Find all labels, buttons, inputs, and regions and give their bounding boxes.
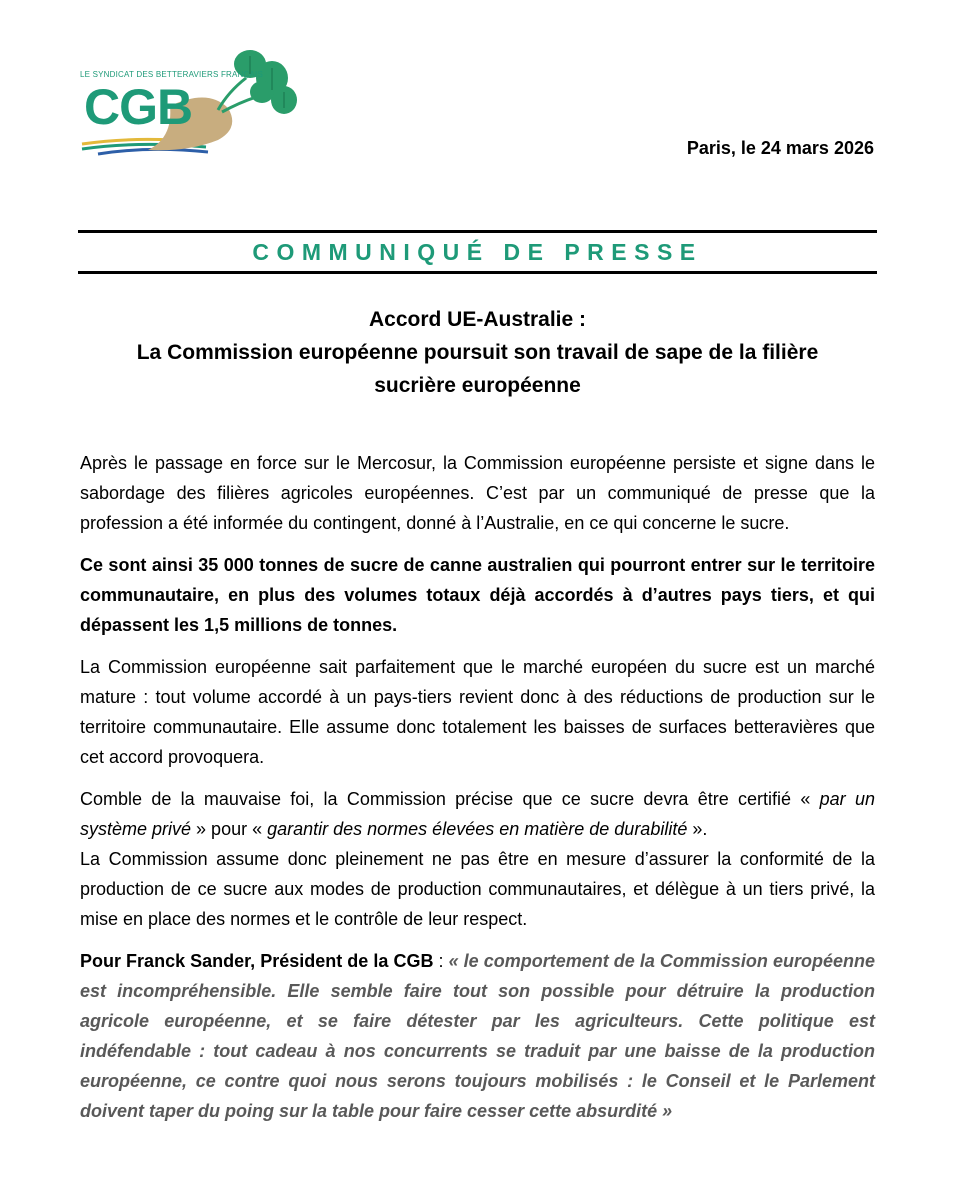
headline bbox=[78, 303, 877, 402]
paragraph-volumes-text: Ce sont ainsi 35 000 tonnes de sucre de canne australien qui pourront entrer sur le territoire communautaire, en plus des volumes totaux déjà accordés à d’autres pays tiers, et qui dépassent les 1,5 millions de tonnes. bbox=[80, 555, 875, 635]
certification-quote-2: garantir des normes élevées en matière de durabilité bbox=[267, 819, 688, 839]
logo-tagline: LE SYNDICAT DES BETTERAVIERS FRANÇAIS bbox=[80, 70, 263, 79]
headline-line-2: La Commission européenne poursuit son travail de sape de la filière bbox=[136, 341, 819, 364]
paragraph-president-quote bbox=[80, 946, 875, 1126]
quote-separator: : bbox=[433, 951, 449, 971]
paragraph-volumes bbox=[80, 550, 875, 640]
president-quote: « le comportement de la Commission européenne est incompréhensible. Elle semble faire tout son possible pour détruire la production agricole européenne, et se faire détester par les agriculteurs. Cette politique est indéfendable : tout cadeau à nos concurrents se traduit par une baisse de la production européenne, ce contre quoi nous serons toujours mobilisés : le Conseil et le Parlement doivent taper du poing sur la table pour faire cesser cette absurdité » bbox=[80, 951, 875, 1121]
press-date: Paris, le 24 mars 2026 bbox=[686, 138, 874, 158]
press-release-title: COMMUNIQUÉ DE PRESSE bbox=[252, 239, 703, 265]
certification-text-e: ». bbox=[687, 819, 708, 839]
certification-text-c: » pour « bbox=[191, 819, 268, 839]
headline-line-3: sucrière européenne bbox=[374, 374, 581, 397]
certification-text-a: Comble de la mauvaise foi, la Commission précise que ce sucre devra être certifié « bbox=[80, 789, 820, 809]
paragraph-market: La Commission européenne sait parfaitement que le marché européen du sucre est un marché mature : tout volume accordé à un pays-tiers revient donc à des réductions de production sur le territoire communautaire. Elle assume donc totalement les baisses de surfaces betteravières que cet accord provoquera. bbox=[80, 657, 875, 767]
article-body bbox=[80, 448, 875, 1138]
cgb-logo bbox=[78, 48, 300, 160]
certification-quote-1: par un système privé bbox=[80, 789, 875, 839]
paragraph-certification bbox=[80, 784, 875, 934]
quote-attribution: Pour Franck Sander, Président de la CGB bbox=[80, 951, 434, 971]
press-release-banner bbox=[78, 230, 877, 274]
certification-text-f: La Commission assume donc pleinement ne pas être en mesure d’assurer la conformité de la production de ce sucre aux modes de production communautaires, et délègue à un tiers privé, la mise en place des normes et le contrôle de leur respect. bbox=[80, 849, 875, 929]
paragraph-intro: Après le passage en force sur le Mercosur, la Commission européenne persiste et signe dans le sabordage des filières agricoles européennes. C’est par un communiqué de presse que la profession a été informée du contingent, donné à l’Australie, en ce qui concerne le sucre. bbox=[80, 453, 875, 533]
headline-line-1: Accord UE-Australie : bbox=[368, 308, 587, 331]
logo-name: CGB bbox=[84, 79, 193, 135]
